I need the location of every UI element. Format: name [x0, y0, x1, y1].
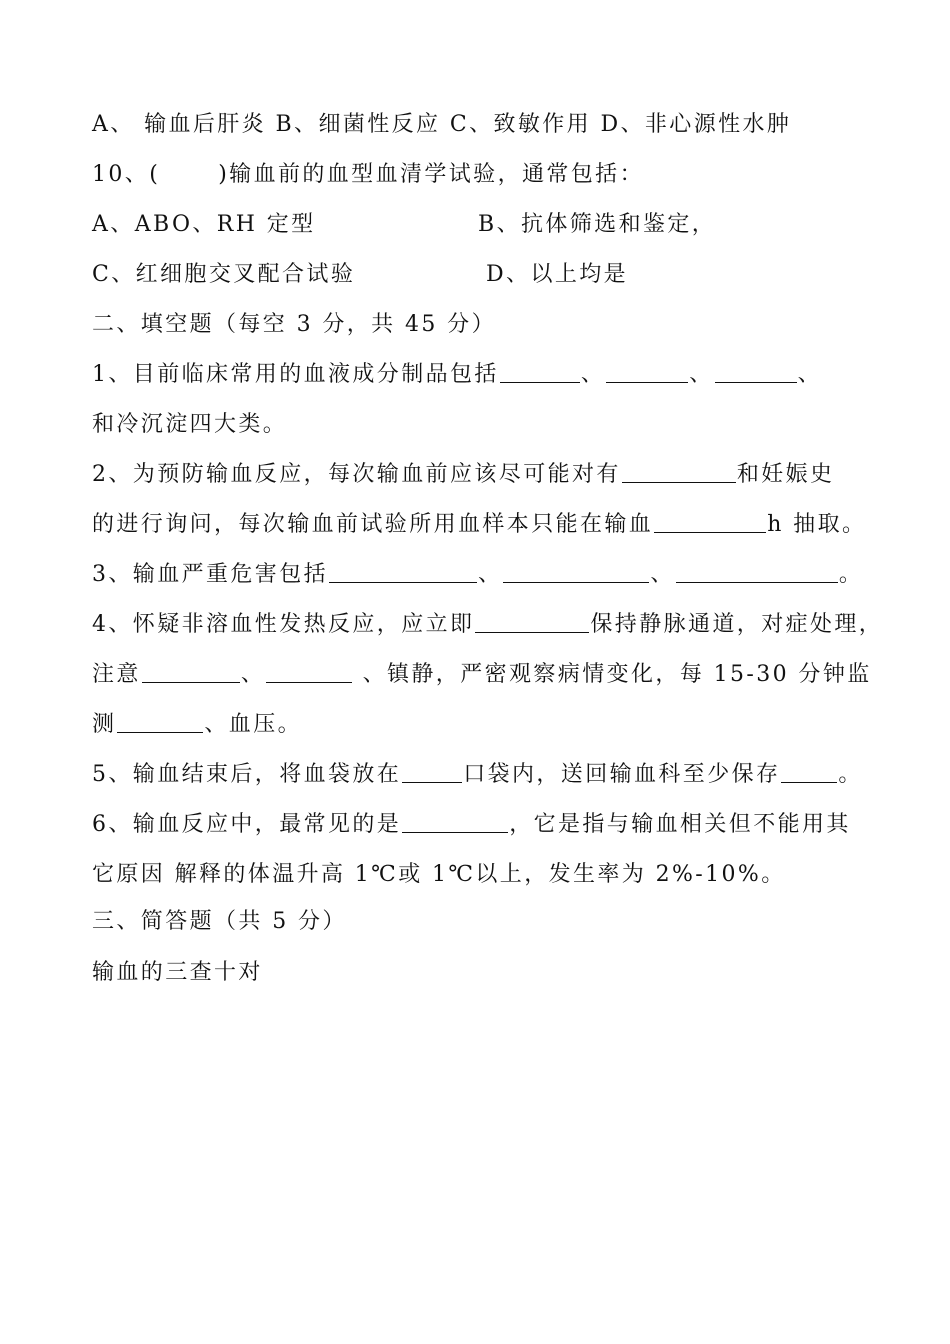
fill-q4-text-2: 保持静脉通道，对症处理， — [590, 612, 884, 637]
fill-q2-line1 — [92, 460, 834, 490]
fill-q1-line1 — [92, 360, 822, 390]
fill-q2-tail: h 抽取。 — [767, 512, 867, 537]
fill-q1-blank-3[interactable] — [715, 360, 797, 383]
q10-options-row2-d — [486, 260, 628, 290]
fill-q2-text-3: 的进行询问，每次输血前试验所用血样本只能在输血 — [92, 512, 654, 537]
separator: 、 — [478, 562, 503, 587]
fill-q2-blank-2[interactable] — [654, 510, 766, 533]
fill-q1-blank-1[interactable] — [500, 360, 580, 383]
fill-q5-text: 5、输血结束后，将血袋放在 — [92, 762, 402, 787]
separator: 、 — [689, 362, 714, 387]
fill-q5-line — [92, 760, 863, 790]
fill-q4-text-5: 测 — [92, 712, 117, 737]
fill-q5-blank-2[interactable] — [781, 760, 837, 783]
fill-q4-blank-4[interactable] — [117, 710, 203, 733]
q10-option-b: B、抗体筛选和鉴定， — [478, 212, 717, 237]
fill-q4-text: 4、怀疑非溶血性发热反应，应立即 — [92, 612, 475, 637]
q10-options-row1-b — [478, 210, 716, 240]
fill-q2-text: 2、为预防输血反应，每次输血前应该尽可能对有 — [92, 462, 621, 487]
short-answer-question — [92, 958, 263, 988]
fill-q3-blank-3[interactable] — [676, 560, 838, 583]
q10-option-c: C、红细胞交叉配合试验 — [92, 262, 356, 287]
fill-q3-blank-2[interactable] — [503, 560, 649, 583]
q10-option-d: D、以上均是 — [486, 262, 629, 287]
separator: 、 — [650, 562, 675, 587]
q9-options-line — [92, 110, 791, 140]
section-3-title: 三、简答题（共 5 分） — [92, 909, 347, 934]
q10-number: 10、( — [92, 162, 161, 187]
fill-q4-line3 — [92, 710, 302, 740]
q10-line — [92, 160, 644, 190]
fill-q4-text-3: 注意 — [92, 662, 141, 687]
fill-q2-blank-1[interactable] — [622, 460, 736, 483]
section-2-title: 二、填空题（每空 3 分，共 45 分） — [92, 312, 496, 337]
fill-q2-line2 — [92, 510, 866, 540]
fill-q6-line2 — [92, 860, 786, 890]
fill-q6-text: 6、输血反应中，最常见的是 — [92, 812, 402, 837]
q9-options: A、 输血后肝炎 B、细菌性反应 C、致敏作用 D、非心源性水肿 — [92, 112, 792, 137]
section-2-heading — [92, 310, 496, 340]
fill-q4-tail: 、血压。 — [204, 712, 303, 737]
fill-q1-text: 1、目前临床常用的血液成分制品包括 — [92, 362, 499, 387]
fill-q4-blank-3[interactable] — [266, 660, 352, 683]
q10-options-row2 — [92, 260, 355, 290]
fill-q3-text: 3、输血严重危害包括 — [92, 562, 328, 587]
fill-q5-blank-1[interactable] — [402, 760, 462, 783]
section-3-heading — [92, 907, 347, 937]
fill-q2-text-2: 和妊娠史 — [736, 462, 835, 487]
fill-q1-blank-2[interactable] — [606, 360, 688, 383]
fill-q6-line1 — [92, 810, 851, 840]
short-answer-text: 输血的三查十对 — [92, 960, 263, 985]
fill-q4-blank-2[interactable] — [142, 660, 240, 683]
separator: 、 — [797, 362, 823, 387]
fill-q4-line1 — [92, 610, 883, 640]
fill-q6-text-2: ，它是指与输血相关但不能用其 — [509, 812, 851, 837]
period: 。 — [838, 562, 864, 587]
fill-q1-tail: 和冷沉淀四大类。 — [92, 412, 288, 437]
fill-q4-text-4: 、镇静，严密观察病情变化，每 15-30 分钟监 — [353, 662, 872, 687]
fill-q1-line2 — [92, 410, 287, 440]
separator: 、 — [240, 662, 266, 687]
fill-q4-blank-1[interactable] — [475, 610, 589, 633]
q10-options-row1 — [92, 210, 316, 240]
fill-q3-line — [92, 560, 863, 590]
fill-q6-text-3: 它原因 解释的体温升高 1℃或 1℃以上，发生率为 2%-10%。 — [92, 862, 786, 887]
fill-q6-blank-1[interactable] — [402, 810, 508, 833]
fill-q3-blank-1[interactable] — [329, 560, 477, 583]
fill-q5-text-2: 口袋内，送回输血科至少保存 — [463, 762, 781, 787]
period: 。 — [838, 762, 863, 787]
separator: 、 — [580, 362, 606, 387]
q10-stem: )输血前的血型血清学试验，通常包括： — [218, 162, 644, 187]
fill-q4-line2 — [92, 660, 872, 690]
q10-option-a: A、ABO、RH 定型 — [92, 212, 316, 237]
